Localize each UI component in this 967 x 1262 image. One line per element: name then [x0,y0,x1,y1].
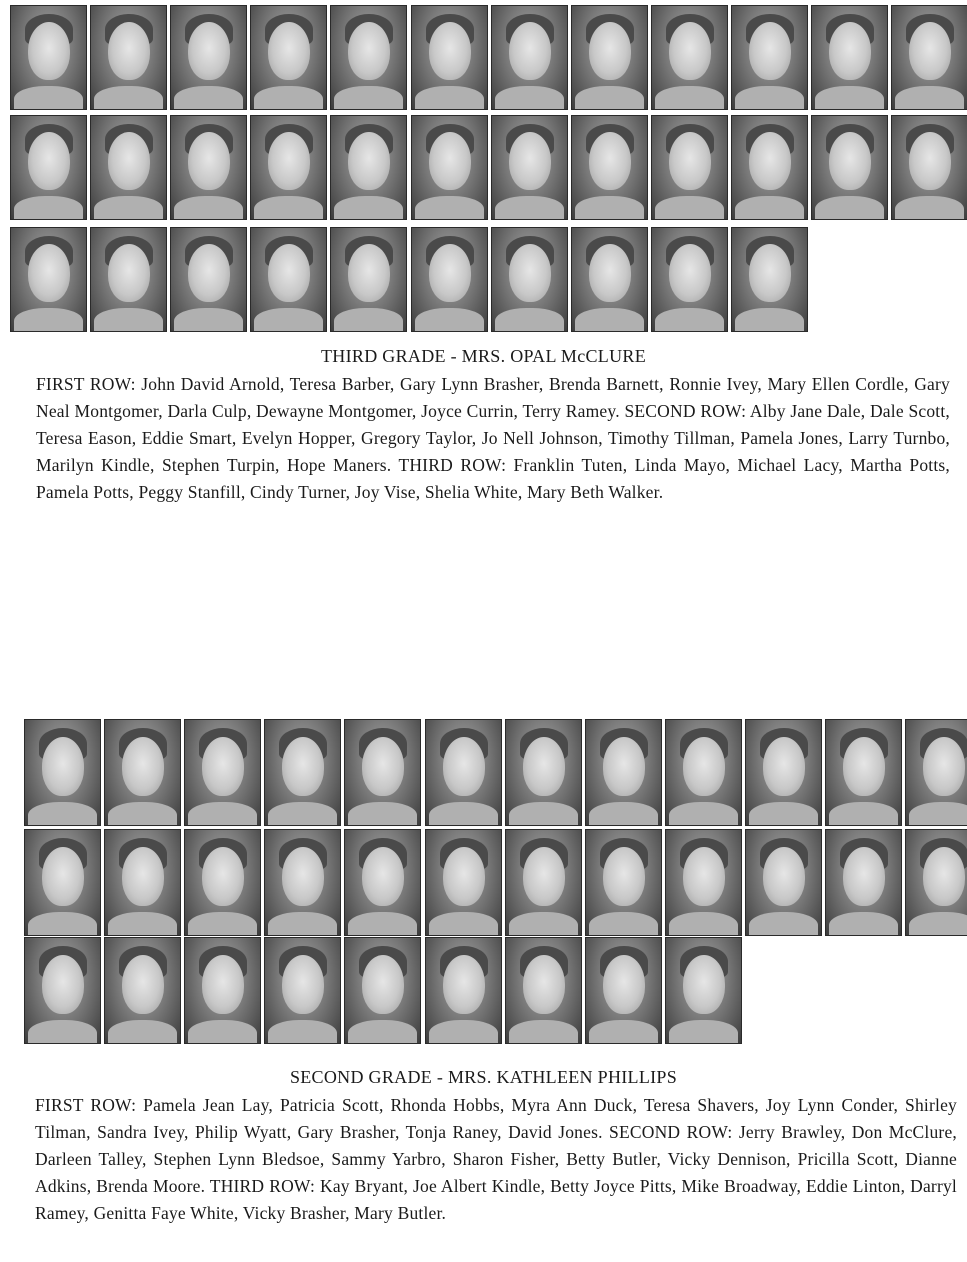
student-portrait [505,719,582,826]
student-portrait [731,115,808,220]
student-portrait [745,829,822,936]
student-portrait [264,937,341,1044]
student-portrait [665,937,742,1044]
student-portrait [411,227,488,332]
student-portrait [505,829,582,936]
student-portrait [505,937,582,1044]
student-portrait [344,937,421,1044]
student-portrait [330,227,407,332]
student-portrait [24,937,101,1044]
student-portrait [651,227,728,332]
student-portrait [571,227,648,332]
student-portrait [264,719,341,826]
student-portrait [905,719,967,826]
student-portrait [411,115,488,220]
student-portrait [90,227,167,332]
student-portrait [425,937,502,1044]
second-grade-title: SECOND GRADE - MRS. KATHLEEN PHILLIPS [289,1067,678,1087]
student-portrait [745,719,822,826]
student-portrait [491,5,568,110]
student-portrait [250,115,327,220]
second-grade-caption: FIRST ROW: Pamela Jean Lay, Patricia Scott, Rhonda Hobbs, Myra Ann Duck, Teresa Shavers, Joy Lynn Conder, Shirley Tilman, Sandra Ivey, Philip Wyatt, Gary Brasher, Tonja Raney, David Jones. SECOND ROW: Jerry Brawley, Don McClure, Darleen Talley, Stephen Lynn Bledsoe, Sammy Yarbro, Sharon Fisher, Betty Butler, Vicky Dennison, Pricilla Scott, Dianne Adkins, Brenda Moore. THIRD ROW: Kay Bryant, Joe Albert Kindle, Betty Joyce Pitts, Mike Broadway, Eddie Linton, Darryl Ramey, Genitta Faye White, Vicky Brasher, Mary Butler. [35,1095,957,1223]
student-portrait [905,829,967,936]
student-portrait [731,227,808,332]
student-portrait [24,829,101,936]
third-grade-caption: FIRST ROW: John David Arnold, Teresa Barber, Gary Lynn Brasher, Brenda Barnett, Ronnie Ivey, Mary Ellen Cordle, Gary Neal Montgomer, Darla Culp, Dewayne Montgomer, Joyce Currin, Terry Ramey. SECOND ROW: Alby Jane Dale, Dale Scott, Teresa Eason, Eddie Smart, Evelyn Hopper, Gregory Taylor, Jo Nell Johnson, Timothy Tillman, Pamela Jones, Larry Turnbo, Marilyn Kindle, Stephen Turpin, Hope Maners. THIRD ROW: Franklin Tuten, Linda Mayo, Michael Lacy, Martha Potts, Pamela Potts, Peggy Stanfill, Cindy Turner, Joy Vise, Shelia White, Mary Beth Walker. [36,374,950,502]
student-portrait [825,719,902,826]
student-portrait [184,937,261,1044]
student-portrait [731,5,808,110]
student-portrait [24,719,101,826]
student-portrait [585,829,662,936]
student-portrait [411,5,488,110]
student-portrait [184,719,261,826]
student-portrait [104,829,181,936]
student-portrait [585,937,662,1044]
student-portrait [170,115,247,220]
student-portrait [344,829,421,936]
student-portrait [811,5,888,110]
student-portrait [10,227,87,332]
student-portrait [665,829,742,936]
student-portrait [10,115,87,220]
student-portrait [891,5,967,110]
student-portrait [571,5,648,110]
student-portrait [90,5,167,110]
student-portrait [651,115,728,220]
student-portrait [104,937,181,1044]
student-portrait [330,5,407,110]
student-portrait [170,5,247,110]
student-portrait [250,5,327,110]
student-portrait [425,829,502,936]
student-portrait [651,5,728,110]
student-portrait [665,719,742,826]
student-portrait [184,829,261,936]
student-portrait [264,829,341,936]
student-portrait [104,719,181,826]
student-portrait [10,5,87,110]
student-portrait [491,227,568,332]
student-portrait [330,115,407,220]
student-portrait [491,115,568,220]
student-portrait [825,829,902,936]
third-grade-title: THIRD GRADE - MRS. OPAL McCLURE [321,346,646,366]
student-portrait [90,115,167,220]
student-portrait [891,115,967,220]
student-portrait [344,719,421,826]
student-portrait [425,719,502,826]
student-portrait [585,719,662,826]
student-portrait [170,227,247,332]
student-portrait [571,115,648,220]
student-portrait [811,115,888,220]
student-portrait [250,227,327,332]
